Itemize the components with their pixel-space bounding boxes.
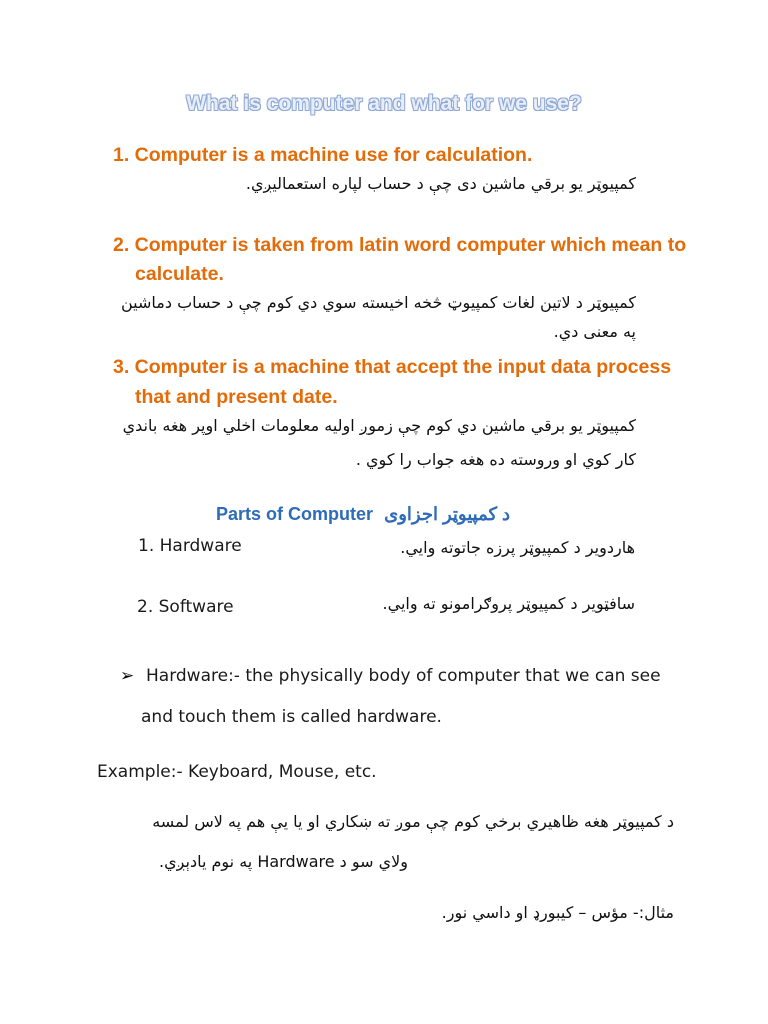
- hardware-pashto-line2: ولاي سو د Hardware په نوم يادېږي.: [159, 852, 408, 871]
- hardware-definition-line1: Hardware:- the physically body of computer that we can see: [146, 666, 661, 686]
- hardware-pashto-example: مثال:- مؤس – كيبورډ او داسي نور.: [441, 903, 674, 922]
- parts-heading: [216, 504, 510, 525]
- hardware-example: Example:- Keyboard, Mouse, etc.: [97, 762, 377, 782]
- bullet-arrow-icon: ➢: [120, 666, 135, 686]
- definition-2-pashto-line2: په معنى دي.: [553, 322, 636, 341]
- part-1-english: 1. Hardware: [138, 536, 242, 556]
- definition-3-english-line1: 3. Computer is a machine that accept the input data process: [113, 356, 672, 378]
- definition-2-english-line1: 2. Computer is taken from latin word computer which mean to: [113, 234, 687, 256]
- definition-3-pashto-line1: كمپيوټر يو برقي ماشين دي كوم چې زموږ اوليه معلومات اخلي اوپر هغه باندي: [122, 416, 636, 435]
- definition-2-english-line2: calculate.: [135, 263, 224, 285]
- definition-1-pashto: كمپيوټر يو برقي ماشين دى چې د حساب لپاره استعماليږي.: [245, 174, 636, 193]
- page-title: What is computer and what for we use?: [186, 92, 582, 115]
- parts-heading-pashto: د كمپيوټر اجزاوى: [384, 504, 511, 524]
- parts-heading-english: Parts of Computer: [216, 504, 374, 524]
- hardware-definition-line2: and touch them is called hardware.: [141, 707, 442, 727]
- part-2-english: 2. Software: [137, 597, 234, 617]
- definition-1-english: 1. Computer is a machine use for calculation.: [113, 144, 533, 166]
- definition-3-english-line2: that and present date.: [135, 386, 338, 408]
- definition-3-pashto-line2: كار كوي او وروسته ده هغه جواب را كوي .: [355, 450, 636, 469]
- hardware-pashto-line1: د كمپيوټر هغه ظاهيري برخي كوم چې موږ ته ښكاري او يا يې هم په لاس لمسه: [152, 812, 674, 831]
- definition-2-pashto-line1: كمپيوټر د لاتين لغات كمپيوټ څخه اخيسته سوي دي كوم چې د حساب دماشين: [121, 293, 636, 312]
- part-2-pashto: سافټوير د كمپيوټر پروګرامونو ته وايي.: [382, 594, 635, 613]
- part-1-pashto: هاردوير د كمپيوټر پرزه جاتوته وايي.: [400, 538, 635, 557]
